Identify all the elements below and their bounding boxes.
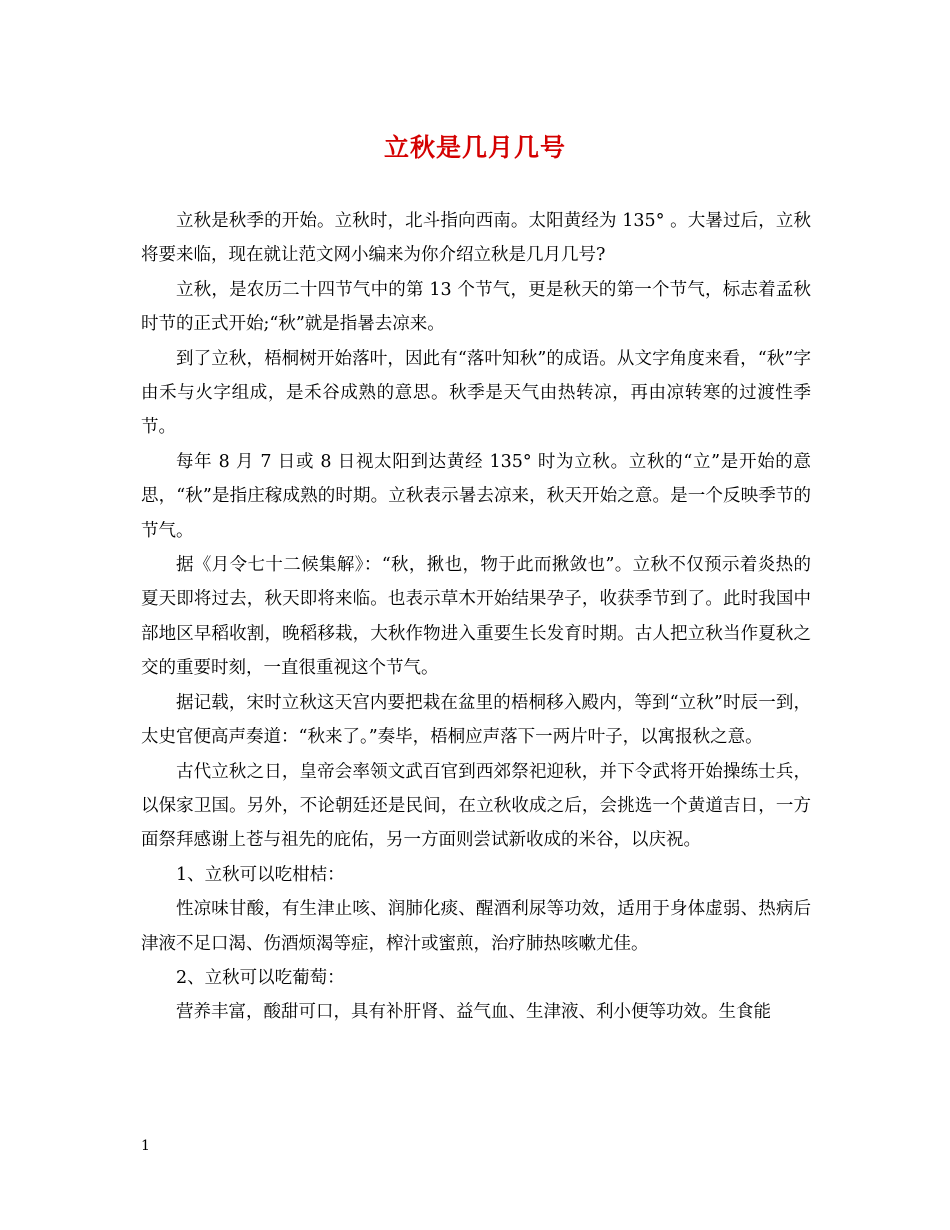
- paragraph-fallen-leaves: 到了立秋，梧桐树开始落叶，因此有“落叶知秋”的成语。从文字角度来看，“秋”字由禾与火字组成，是禾谷成熟的意思。秋季是天气由热转凉，再由凉转寒的过渡性季节。: [141, 348, 811, 438]
- paragraph-song-dynasty: 据记载，宋时立秋这天宫内要把栽在盆里的梧桐移入殿内，等到“立秋”时辰一到，太史官便高声奏道：“秋来了。”奏毕，梧桐应声落下一两片叶子，以寓报秋之意。: [141, 692, 811, 748]
- list-heading-citrus: 1、立秋可以吃柑桔：: [176, 864, 345, 885]
- document-title: 立秋是几月几号: [383, 133, 566, 162]
- page-number: 1: [141, 1138, 150, 1154]
- paragraph-ancient-ritual: 古代立秋之日，皇帝会率领文武百官到西郊祭祀迎秋，并下令武将开始操练士兵，以保家卫国。另外，不论朝廷还是民间，在立秋收成之后，会挑选一个黄道吉日，一方面祭拜感谢上苍与祖先的庇佑，另一方面则尝试新收成的米谷，以庆祝。: [141, 761, 811, 851]
- paragraph-intro: 立秋是秋季的开始。立秋时，北斗指向西南。太阳黄经为 135° 。大暑过后，立秋将要来临，现在就让范文网小编来为你介绍立秋是几月几号?: [141, 211, 811, 266]
- paragraph-citrus: 性凉味甘酸，有生津止咳、润肺化痰、醒酒利尿等功效，适用于身体虚弱、热病后津液不足口渴、伤酒烦渴等症，榨汁或蜜煎，治疗肺热咳嗽尤佳。: [141, 899, 811, 954]
- paragraph-seventy-two-periods: 据《月令七十二候集解》：“秋，揪也，物于此而揪敛也”。立秋不仅预示着炎热的夏天即将过去，秋天即将来临。也表示草木开始结果孕子，收获季节到了。此时我国中部地区早稻收割，晚稻移栽，大秋作物进入重要生长发育时期。古人把立秋当作夏秋之交的重要时刻，一直很重视这个节气。: [141, 555, 811, 679]
- paragraph-solar-term: 立秋，是农历二十四节气中的第 13 个节气，更是秋天的第一个节气，标志着孟秋时节的正式开始;“秋”就是指暑去凉来。: [141, 279, 811, 335]
- paragraph-date: 每年 8 月 7 日或 8 日视太阳到达黄经 135° 时为立秋。立秋的“立”是开始的意思，“秋”是指庄稼成熟的时期。立秋表示暑去凉来，秋天开始之意。是一个反映季节的节气。: [141, 451, 811, 541]
- paragraph-grapes: 营养丰富，酸甜可口，具有补肝肾、益气血、生津液、利小便等功效。生食能: [176, 1002, 771, 1023]
- document-body: [141, 204, 811, 1030]
- list-heading-grapes: 2、立秋可以吃葡萄：: [176, 967, 345, 988]
